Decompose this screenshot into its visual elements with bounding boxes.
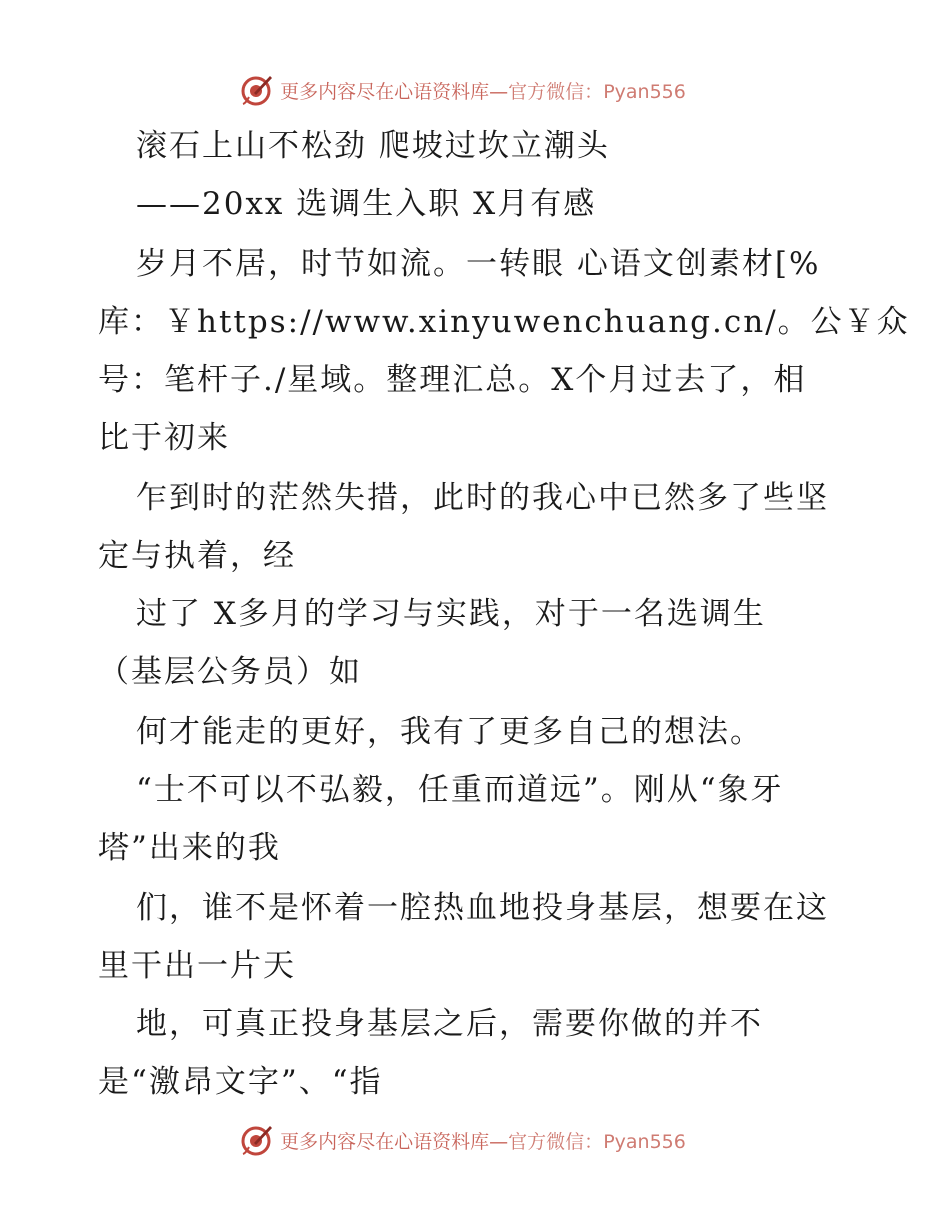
paragraph-line: 何才能走的更好，我有了更多自己的想法。	[136, 714, 763, 750]
paragraph-line: （基层公务员）如	[98, 654, 362, 690]
footer-banner	[0, 1120, 950, 1160]
paragraph-line: 是“激昂文字”、“指	[98, 1064, 383, 1100]
footer-site-text: 更多内容尽在心语资料库	[280, 1130, 490, 1153]
paragraph-line: 岁月不居，时节如流。一转眼 心语文创素材[%	[136, 246, 821, 282]
pen-logo-icon	[240, 73, 274, 107]
paragraph-line: 乍到时的茫然失措，此时的我心中已然多了些坚	[136, 480, 829, 516]
paragraph-line: 们，谁不是怀着一腔热血地投身基层，想要在这	[136, 890, 829, 926]
footer-dash: —	[489, 1130, 509, 1153]
paragraph-line: 塔”出来的我	[98, 830, 281, 866]
header-text	[280, 77, 686, 104]
footer-wechat-id: Pyan556	[603, 1130, 686, 1153]
header-dash: —	[489, 80, 509, 103]
pen-logo-icon	[240, 1123, 274, 1157]
paragraph-line: “士不可以不弘毅，任重而道远”。刚从“象牙	[136, 772, 784, 808]
paragraph-line: 比于初来	[98, 420, 230, 456]
paragraph-line: 里干出一片天	[98, 948, 296, 984]
paragraph-line: 库：￥https://www.xinyuwenchuang.cn/。公￥众	[98, 304, 910, 340]
header-banner	[0, 70, 950, 110]
footer-wechat-label: 官方微信：	[508, 1130, 604, 1153]
paragraph-line: 号：笔杆子./星域。整理汇总。X个月过去了，相	[98, 362, 807, 398]
subtitle-line: ——20xx 选调生入职 X月有感	[136, 186, 597, 222]
paragraph-line: 过了 X多月的学习与实践，对于一名选调生	[136, 596, 766, 632]
paragraph-line: 地，可真正投身基层之后，需要你做的并不	[136, 1006, 763, 1042]
header-wechat-label: 官方微信：	[508, 80, 604, 103]
header-wechat-id: Pyan556	[603, 80, 686, 103]
footer-text	[280, 1127, 686, 1154]
paragraph-line: 定与执着，经	[98, 538, 296, 574]
header-site-text: 更多内容尽在心语资料库	[280, 80, 490, 103]
title-line: 滚石上山不松劲 爬坡过坎立潮头	[136, 128, 610, 164]
